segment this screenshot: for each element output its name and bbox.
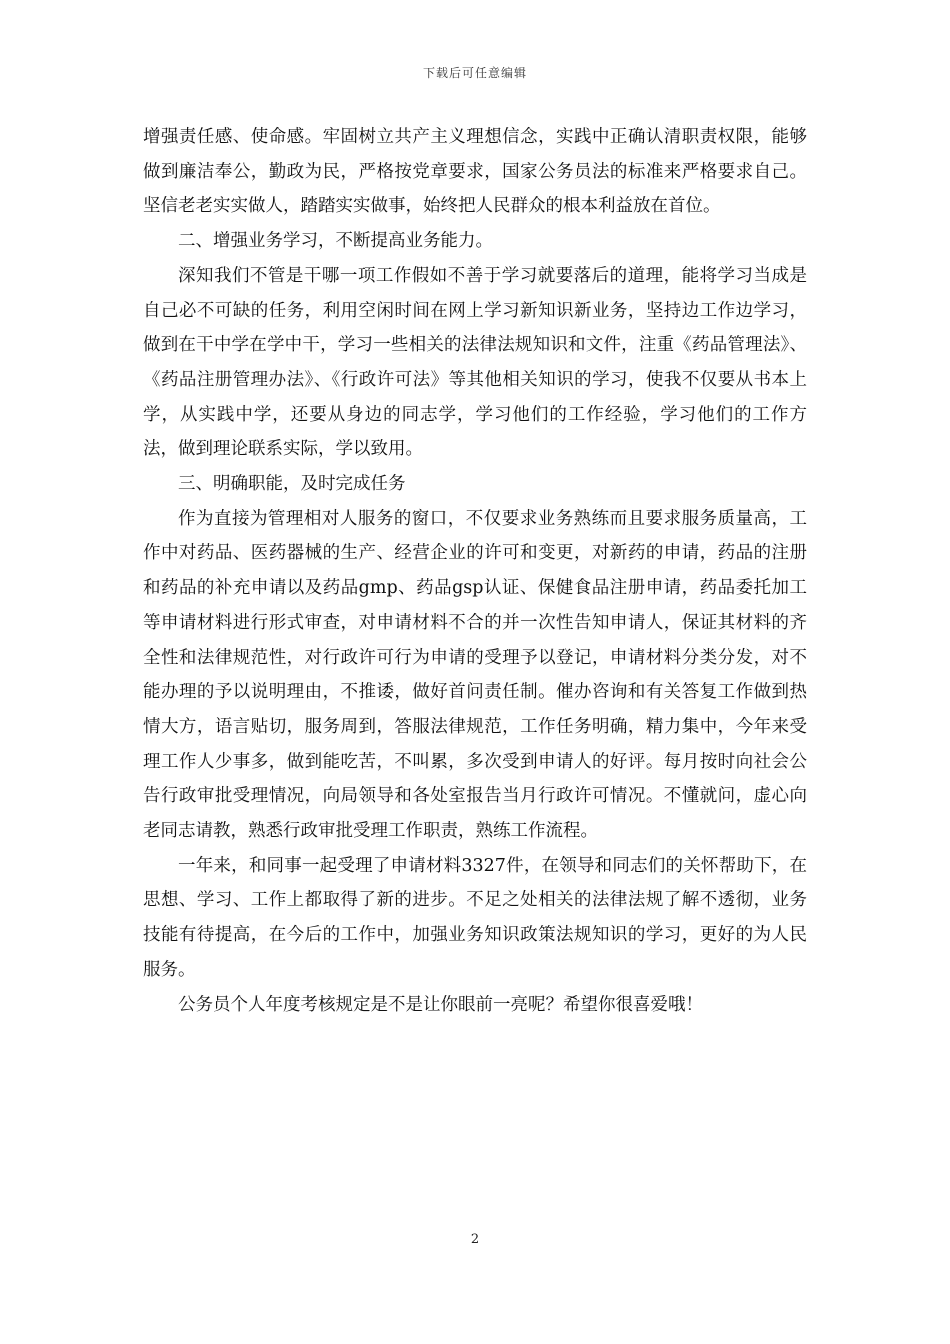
section-heading-duties: 三、明确职能，及时完成任务 [178,474,406,495]
paragraph-responsibility: 增强责任感、使命感。牢固树立共产主义理想信念，实践中正确认清职责权限，能够做到廉洁奉公，勤政为民，严格按党章要求，国家公务员法的标准来严格要求自己。坚信老老实实做人，踏踏实实做事，始终把人民群众的根本利益放在首位。 [143,127,807,217]
paragraph-study: 深知我们不管是干哪一项工作假如不善于学习就要落后的道理，能将学习当成是自己必不可缺的任务，利用空闲时间在网上学习新知识新业务，坚持边工作边学习，做到在干中学在学中干，学习一些相关的法律法规知识和文件，注重《药品管理法》、《药品注册管理办法》、《行政许可法》等其他相关知识的学习，使我不仅要从书本上学，从实践中学，还要从身边的同志学，学习他们的工作经验，学习他们的工作方法，做到理论联系实际，学以致用。 [143,265,807,460]
paragraph-summary: 一年来，和同事一起受理了申请材料3327件，在领导和同志们的关怀帮助下，在思想、学习、工作上都取得了新的进步。不足之处相关的法律法规了解不透彻，业务技能有待提高，在今后的工作中，加强业务知识政策法规知识的学习，更好的为人民服务。 [143,855,807,980]
page-header: 下载后可任意编辑 [422,66,527,80]
section-heading-study: 二、增强业务学习，不断提高业务能力。 [178,231,493,252]
paragraph-duties: 作为直接为管理相对人服务的窗口，不仅要求业务熟练而且要求服务质量高，工作中对药品、医药器械的生产、经营企业的许可和变更，对新药的申请，药品的注册和药品的补充申请以及药品gmp、药品gsp认证、保健食品注册申请，药品委托加工等申请材料进行形式审查，对申请材料不合的并一次性告知申请人，保证其材料的齐全性和法律规范性，对行政许可行为申请的受理予以登记，申请材料分类分发，对不能办理的予以说明理由，不推诿，做好首问责任制。催办咨询和有关答复工作做到热情大方，语言贴切，服务周到，答服法律规范，工作任务明确，精力集中，今年来受理工作人少事多，做到能吃苦，不叫累，多次受到申请人的好评。每月按时向社会公告行政审批受理情况，向局领导和各处室报告当月行政许可情况。不懂就问，虚心向老同志请教，熟悉行政审批受理工作职责，熟练工作流程。 [143,508,807,842]
page-number: 2 [470,1232,480,1247]
document-body [143,120,807,1022]
paragraph-closing: 公务员个人年度考核规定是不是让你眼前一亮呢？希望你很喜爱哦！ [178,994,703,1015]
